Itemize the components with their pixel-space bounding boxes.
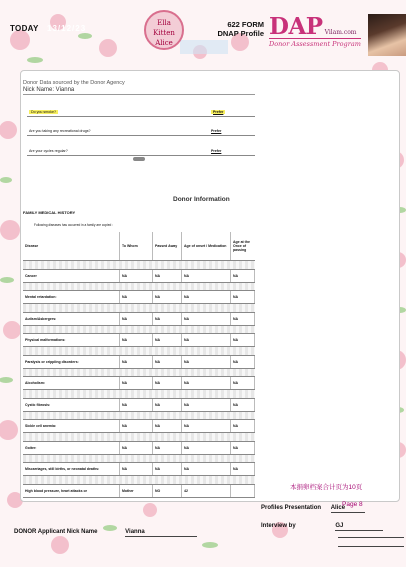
table-cell [231, 484, 255, 497]
signature-line [338, 537, 404, 538]
section-title: Donor Information [173, 196, 230, 203]
presentation-field [261, 505, 365, 511]
table-cell: NA [120, 420, 153, 433]
row-spacer-cell [23, 454, 255, 463]
column-header: Age at the Once of passing [231, 232, 255, 261]
table-cell: NA [231, 269, 255, 282]
table-cell: NA [153, 269, 182, 282]
row-spacer-cell [23, 433, 255, 442]
table-row [23, 484, 255, 497]
table-cell: NA [120, 334, 153, 347]
table-cell: NA [120, 312, 153, 325]
table-row [23, 334, 255, 347]
row-spacer-cell [23, 390, 255, 399]
table-cell: NA [120, 291, 153, 304]
answer-text: Prefer [213, 110, 224, 114]
row-spacer [23, 368, 255, 377]
table-cell: NA [182, 355, 231, 368]
table-cell: Paralysis or crippling disorders: [23, 355, 120, 368]
column-header: Age of onset / Medication [182, 232, 231, 261]
table-cell: NA [182, 334, 231, 347]
table-cell: NA [153, 463, 182, 476]
row-spacer-cell [23, 325, 255, 334]
table-cell: Cancer [23, 269, 120, 282]
table-row [23, 355, 255, 368]
table-cell: NA [153, 334, 182, 347]
table-cell: NA [182, 398, 231, 411]
table-header-row [23, 232, 255, 261]
table-cell: NA [153, 441, 182, 454]
family-history-label: FAMILY MEDICAL HISTORY [23, 210, 76, 215]
table-row [23, 398, 255, 411]
table-row [23, 377, 255, 390]
table-row [23, 312, 255, 325]
table-cell: NA [153, 355, 182, 368]
row-spacer [23, 390, 255, 399]
table-cell: Goiter: [23, 441, 120, 454]
table-cell: NA [120, 463, 153, 476]
row-spacer [23, 411, 255, 420]
table-cell: NA [182, 377, 231, 390]
donor-photo [368, 14, 406, 56]
logo-line-2: Kitten [153, 29, 175, 37]
table-cell: NA [231, 377, 255, 390]
brand-name: DAP [269, 13, 323, 40]
question-row [27, 147, 255, 156]
form-title: DNAP Profile [217, 29, 264, 38]
signature-line [338, 546, 404, 547]
row-spacer [23, 304, 255, 313]
table-cell: NA [231, 312, 255, 325]
table-cell: NA [231, 441, 255, 454]
form-number: 622 FORM [227, 20, 264, 29]
brand-tagline: Donor Assessment Program [269, 40, 361, 48]
question-row [27, 108, 255, 117]
row-spacer [23, 433, 255, 442]
nick-name-line: Nick Name: Vianna [23, 87, 255, 95]
date-field [10, 24, 86, 33]
logo-line-1: Ella [157, 19, 171, 27]
table-cell: NA [231, 355, 255, 368]
table-cell: NA [153, 291, 182, 304]
date-label: TODAY [10, 24, 39, 33]
question-row [27, 127, 255, 136]
interview-label: Interview by [261, 523, 296, 529]
row-spacer [23, 454, 255, 463]
table-cell: NA [120, 441, 153, 454]
table-cell: NA [153, 377, 182, 390]
table-cell: NA [231, 463, 255, 476]
presentation-label: Profiles Presentation [261, 505, 322, 511]
table-cell: 42 [182, 484, 231, 497]
column-header: To Whom [120, 232, 153, 261]
row-spacer-cell [23, 476, 255, 485]
table-cell: NA [182, 291, 231, 304]
table-cell: NA [182, 463, 231, 476]
table-cell: NA [153, 420, 182, 433]
answer-text: Prefer [211, 129, 222, 133]
table-cell: NA [153, 398, 182, 411]
family-history-note: Following diseases has occurred in a family are copied : [34, 223, 114, 227]
applicant-label: DONOR Applicant Nick Name [14, 529, 98, 535]
row-spacer-cell [23, 411, 255, 420]
table-cell: NA [120, 398, 153, 411]
column-header: Disease [23, 232, 120, 261]
table-cell: NA [231, 420, 255, 433]
logo-line-3: Alice [155, 39, 173, 47]
table-row [23, 291, 255, 304]
row-spacer-cell [23, 261, 255, 270]
question-text: Are your cycles regular? [29, 149, 68, 153]
answer-text: Prefer [211, 149, 222, 153]
row-spacer [23, 476, 255, 485]
row-spacer-cell [23, 282, 255, 291]
table-cell: Cystic fibrosis: [23, 398, 120, 411]
row-spacer-cell [23, 368, 255, 377]
table-cell: Mental retardation: [23, 291, 120, 304]
table-cell: NA [182, 269, 231, 282]
applicant-field [14, 529, 197, 535]
table-cell: NA [182, 312, 231, 325]
question-text: Are you taking any recreational drugs? [29, 129, 91, 133]
interview-value: GJ [335, 523, 383, 531]
page-number: Page 8 [342, 501, 363, 508]
date-value: 13/12/23 [47, 24, 87, 33]
table-cell: NO [153, 484, 182, 497]
brand-domain: Vilam.com [324, 29, 357, 36]
table-row [23, 269, 255, 282]
table-row [23, 441, 255, 454]
row-spacer [23, 282, 255, 291]
table-cell: NA [120, 377, 153, 390]
table-cell: NA [120, 269, 153, 282]
brand-logo [269, 13, 361, 48]
applicant-value: Vianna [125, 529, 197, 537]
table-cell: Physical malformations: [23, 334, 120, 347]
table-row [23, 463, 255, 476]
row-spacer-cell [23, 347, 255, 356]
agency-logo [144, 10, 184, 50]
table-cell: Autism/Asbergers: [23, 312, 120, 325]
table-cell: NA [153, 312, 182, 325]
interview-field [261, 523, 383, 529]
table-cell: NA [231, 291, 255, 304]
table-cell: Alcoholism: [23, 377, 120, 390]
table-cell: Miscarriages, still births, or neonatal deaths: [23, 463, 120, 476]
table-cell: NA [182, 420, 231, 433]
page-count-note: 本捐卵档案合计页为10页 [290, 484, 363, 491]
form-identifier [208, 20, 264, 38]
question-text: Do you smoke? [31, 110, 56, 114]
column-header: Passed Away [153, 232, 182, 261]
table-cell: NA [182, 441, 231, 454]
table-cell: NA [231, 334, 255, 347]
table-cell: High blood pressure, heart attacks or [23, 484, 120, 497]
medical-history-table [23, 232, 255, 498]
scroll-handle[interactable] [133, 157, 145, 161]
row-spacer [23, 325, 255, 334]
table-cell: Mother [120, 484, 153, 497]
row-spacer [23, 261, 255, 270]
table-cell: Sickle cell anemia: [23, 420, 120, 433]
row-spacer [23, 347, 255, 356]
row-spacer-cell [23, 304, 255, 313]
presentation-value: Alice [331, 505, 365, 513]
table-cell: NA [120, 355, 153, 368]
table-row [23, 420, 255, 433]
agency-source-label: Donor Data sourced by the Donor Agency [23, 80, 125, 86]
table-cell: NA [231, 398, 255, 411]
